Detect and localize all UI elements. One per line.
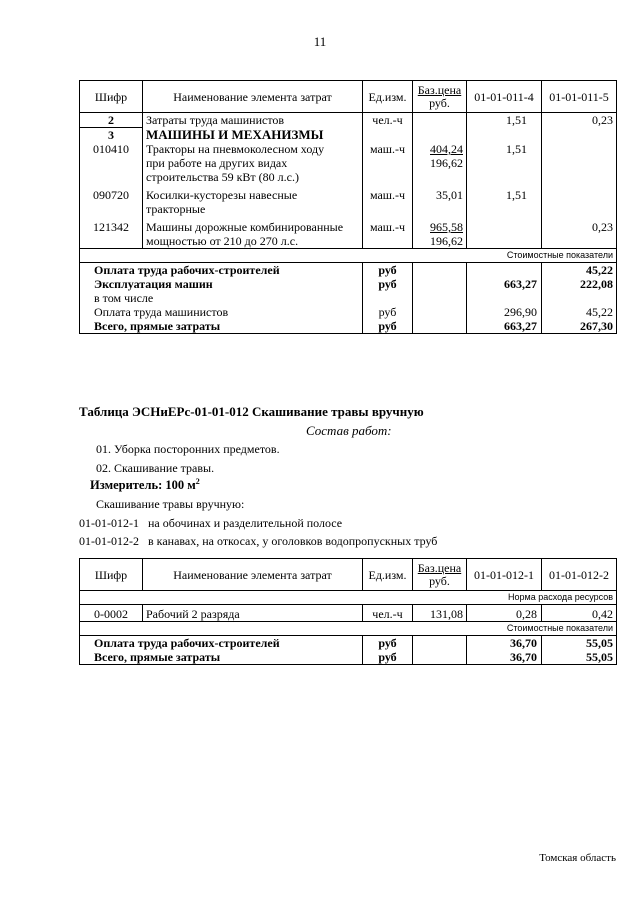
- cost-caption-row: Стоимостные показатели: [80, 622, 617, 636]
- summary-row: Всего, прямые затраты руб 36,70 55,05: [80, 650, 617, 665]
- work-item: 01. Уборка посторонних предметов.: [96, 442, 280, 456]
- table-row: 090720 Косилки-кусторезы навесные тракторные маш.-ч 35,01 1,51: [80, 184, 617, 216]
- table-row: 2 Затраты труда машинистов чел.-ч 1,51 0,23: [80, 113, 617, 128]
- table-row: 121342 Машины дорожные комбинированные мощностью от 210 до 270 л.с. маш.-ч 965,58 196,62 0,23: [80, 216, 617, 249]
- footer-region: Томская область: [539, 852, 616, 864]
- table-row: 0-0002 Рабочий 2 разряда чел.-ч 131,08 0,28 0,42: [80, 605, 617, 622]
- code-line: 01-01-012-2 в канавах, на откосах, у оголовков водопропускных труб: [79, 534, 438, 548]
- table-01-01-012: [79, 558, 617, 665]
- summary-row: Оплата труда машинистов руб 296,90 45,22: [80, 305, 617, 319]
- summary-row: Всего, прямые затраты руб 663,27 267,30: [80, 319, 617, 334]
- summary-row: Оплата труда рабочих-строителей руб 45,22: [80, 263, 617, 278]
- header-code: Шифр: [80, 81, 143, 113]
- table-01-01-011: [79, 80, 617, 334]
- table-header: Шифр Наименование элемента затрат Ед.изм. Баз.цена руб. 01-01-012-1 01-01-012-2: [80, 559, 617, 591]
- header-price: Баз.цена руб.: [413, 81, 467, 113]
- summary-row: в том числе: [80, 291, 617, 305]
- page-number: 11: [313, 34, 327, 49]
- work-composition-heading: Состав работ:: [306, 423, 392, 438]
- meter: Измеритель: 100 $м^2$: [90, 477, 200, 493]
- table-header: [80, 81, 617, 113]
- table-title: Таблица ЭСНиЕРс-01-01-012 Скашивание травы вручную: [79, 404, 424, 419]
- table-row: 3 МАШИНЫ И МЕХАНИЗМЫ: [80, 128, 617, 143]
- header-col1: 01-01-011-4: [467, 81, 542, 113]
- table-row: 010410 Тракторы на пневмоколесном ходу при работе на других видах строительства 59 кВт (80 л.с.) маш.-ч 404,24 196,62 1,51: [80, 142, 617, 184]
- header-unit: Ед.изм.: [363, 81, 413, 113]
- norm-caption-row: Норма расхода ресурсов: [80, 591, 617, 605]
- header-col2: 01-01-011-5: [542, 81, 617, 113]
- summary-row: Оплата труда рабочих-строителей руб 36,70 55,05: [80, 636, 617, 651]
- header-name: Наименование элемента затрат: [143, 81, 363, 113]
- code-line: 01-01-012-1 на обочинах и разделительной полосе: [79, 516, 343, 530]
- description: Скашивание травы вручную:: [96, 497, 245, 511]
- work-item: 02. Скашивание травы.: [96, 461, 215, 475]
- summary-row: Эксплуатация машин руб 663,27 222,08: [80, 277, 617, 291]
- cost-caption-row: Стоимостные показатели: [80, 249, 617, 263]
